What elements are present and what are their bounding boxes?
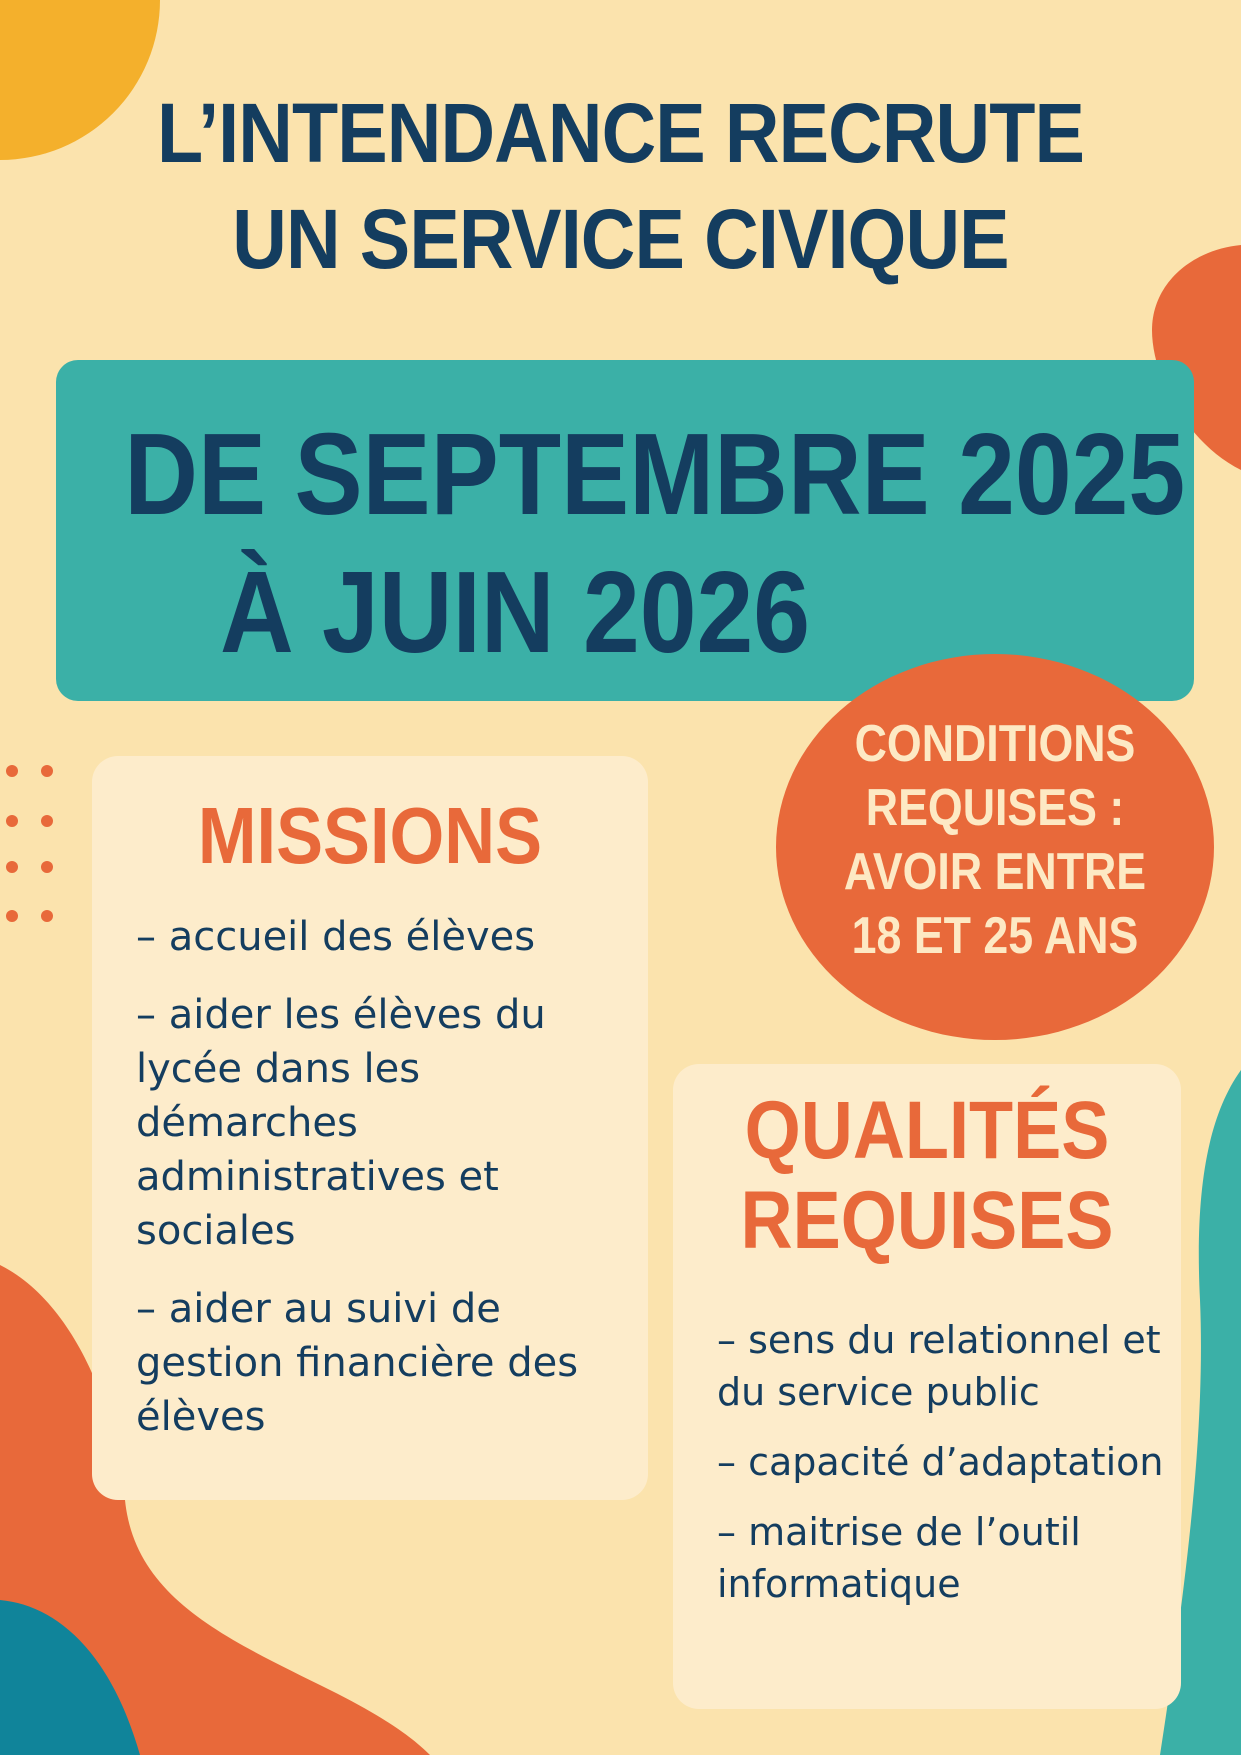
conditions-line: REQUISES : [865, 779, 1125, 837]
qualites-title-line-2: REQUISES [740, 1175, 1114, 1266]
qualites-title-line-1: QUALITÉS [744, 1085, 1110, 1176]
date-line-1: DE SEPTEMBRE 2025 [124, 409, 1186, 539]
title-line-2: UN SERVICE CIVIQUE [232, 192, 1009, 286]
missions-title: MISSIONS [197, 791, 543, 880]
dot-pattern [6, 765, 53, 922]
qualites-card [673, 1064, 1181, 1709]
missions-list [92, 910, 648, 1444]
missions-card [92, 756, 648, 1500]
conditions-line: 18 ET 25 ANS [851, 907, 1139, 965]
mission-item: – accueil des élèves [136, 914, 536, 960]
date-line-2: À JUIN 2026 [219, 547, 811, 677]
qualites-title [703, 1086, 1150, 1266]
qualite-item: – sens du relationnel et du service public [717, 1318, 1161, 1414]
qualite-item: – maitrise de l’outil informatique [717, 1510, 1081, 1606]
date-banner [56, 360, 1194, 701]
mission-item: – aider les élèves du lycée dans les démarches administratives et sociales [136, 992, 546, 1254]
conditions-line: AVOIR ENTRE [843, 843, 1147, 901]
mission-item: – aider au suivi de gestion financière des élèves [136, 1286, 579, 1440]
conditions-text [807, 712, 1184, 968]
title-line-1: L’INTENDANCE RECRUTE [156, 86, 1085, 180]
conditions-badge [776, 654, 1214, 1040]
qualites-list [673, 1314, 1181, 1610]
poster-title [116, 80, 1125, 292]
conditions-line: CONDITIONS [854, 715, 1136, 773]
qualite-item: – capacité d’adaptation [717, 1440, 1164, 1484]
